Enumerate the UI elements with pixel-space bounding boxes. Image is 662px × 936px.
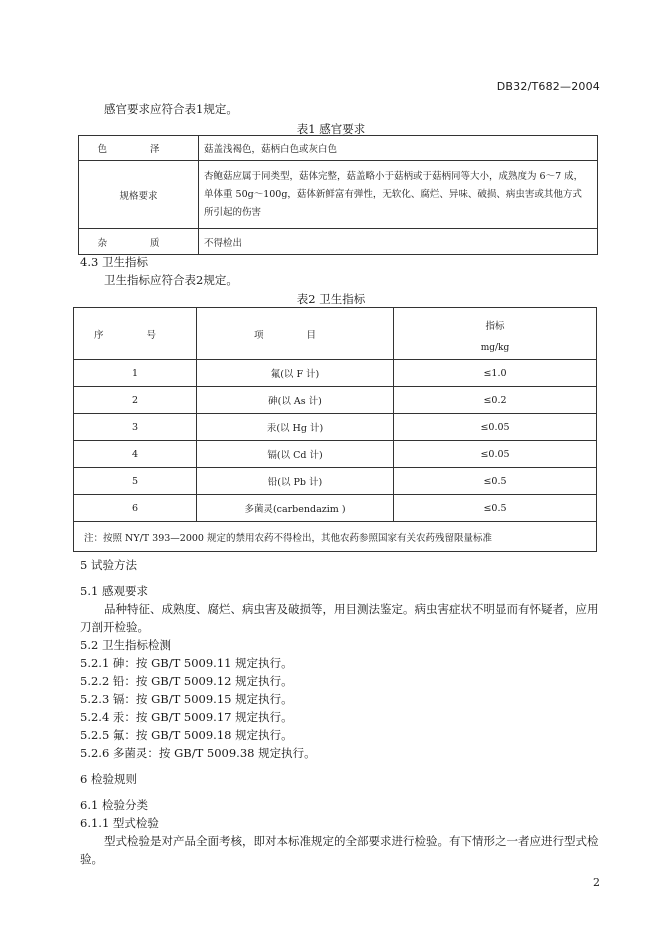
- sensory-value: 不得检出: [199, 229, 598, 255]
- sensory-table: [78, 135, 598, 255]
- section-5-heading: 5 试验方法: [80, 558, 137, 572]
- col-limit-header: 指标 mg/kg: [394, 308, 597, 360]
- table-row: [79, 136, 598, 161]
- row-limit: ≤0.5: [394, 468, 597, 495]
- table-note-row: [74, 522, 597, 552]
- section-4-3-heading: 4.3 卫生指标: [80, 255, 148, 269]
- sensory-intro: 感官要求应符合表1规定。: [104, 102, 238, 116]
- list-item: 5.2.2 铅：按 GB/T 5009.12 规定执行。: [80, 674, 293, 688]
- hygiene-table: [73, 307, 597, 552]
- table-header-row: [74, 308, 597, 360]
- section-6-1-1-heading: 6.1.1 型式检验: [80, 816, 159, 830]
- list-item: 5.2.3 镉：按 GB/T 5009.15 规定执行。: [80, 692, 293, 706]
- row-no: 1: [74, 360, 197, 387]
- table-row: [74, 360, 597, 387]
- row-item: 镉(以 Cd 计): [197, 441, 394, 468]
- col-no-header: 序 号: [74, 308, 197, 360]
- sensory-value: 杏鲍菇应属于同类型，菇体完整，菇盖略小于菇柄或于菇柄同等大小，成熟度为 6～7 成， 单体重 50g～100g，菇体新鲜富有弹性，无软化、腐烂、异味、破损、病虫害或其他方式 所引起的伤害: [199, 161, 598, 229]
- sensory-label: 色 泽: [79, 136, 199, 161]
- list-item: 5.2.5 氟：按 GB/T 5009.18 规定执行。: [80, 728, 293, 742]
- table-row: [74, 414, 597, 441]
- section-6-heading: 6 检验规则: [80, 772, 137, 786]
- table-note: 注：按照 NY/T 393—2000 规定的禁用农药不得检出，其他农药参照国家有关农药残留限量标准: [74, 522, 597, 552]
- section-4-3-intro: 卫生指标应符合表2规定。: [104, 273, 238, 287]
- row-item: 汞(以 Hg 计): [197, 414, 394, 441]
- list-item: 5.2.4 汞：按 GB/T 5009.17 规定执行。: [80, 710, 293, 724]
- row-no: 3: [74, 414, 197, 441]
- table-row: [74, 468, 597, 495]
- table1-caption: 表1 感官要求: [296, 122, 366, 136]
- table-row: [74, 387, 597, 414]
- list-item: 5.2.1 砷：按 GB/T 5009.11 规定执行。: [80, 656, 293, 670]
- row-limit: ≤0.5: [394, 495, 597, 522]
- section-5-1-text: 品种特征、成熟度、腐烂、病虫害及破损等，用目测法鉴定。病虫害症状不明显而有怀疑者，应用: [104, 602, 599, 616]
- row-item: 多菌灵(carbendazim ): [197, 495, 394, 522]
- document-code: DB32/T682—2004: [496, 80, 600, 93]
- sensory-label: 规格要求: [79, 161, 199, 229]
- row-limit: ≤0.2: [394, 387, 597, 414]
- section-5-1-heading: 5.1 感观要求: [80, 584, 148, 598]
- sensory-label: 杂 质: [79, 229, 199, 255]
- row-item: 砷(以 As 计): [197, 387, 394, 414]
- row-limit: ≤1.0: [394, 360, 597, 387]
- row-item: 氟(以 F 计): [197, 360, 394, 387]
- page-number: 2: [593, 876, 600, 889]
- list-item: 5.2.6 多菌灵：按 GB/T 5009.38 规定执行。: [80, 746, 316, 760]
- section-6-1-1-text: 型式检验是对产品全面考核，即对本标准规定的全部要求进行检验。有下情形之一者应进行型式检: [104, 834, 599, 848]
- table-row: [79, 161, 598, 229]
- row-item: 铅(以 Pb 计): [197, 468, 394, 495]
- row-no: 6: [74, 495, 197, 522]
- section-6-1-heading: 6.1 检验分类: [80, 798, 148, 812]
- row-limit: ≤0.05: [394, 441, 597, 468]
- col-item-header: 项 目: [197, 308, 394, 360]
- row-limit: ≤0.05: [394, 414, 597, 441]
- table-row: [74, 495, 597, 522]
- section-5-1-text-cont: 刀剖开检验。: [80, 620, 149, 634]
- table-row: [79, 229, 598, 255]
- section-6-1-1-text-cont: 验。: [80, 852, 103, 866]
- table-row: [74, 441, 597, 468]
- sensory-value: 菇盖浅褐色，菇柄白色或灰白色: [199, 136, 598, 161]
- row-no: 2: [74, 387, 197, 414]
- table2-caption: 表2 卫生指标: [296, 292, 366, 306]
- row-no: 4: [74, 441, 197, 468]
- section-5-2-heading: 5.2 卫生指标检测: [80, 638, 171, 652]
- row-no: 5: [74, 468, 197, 495]
